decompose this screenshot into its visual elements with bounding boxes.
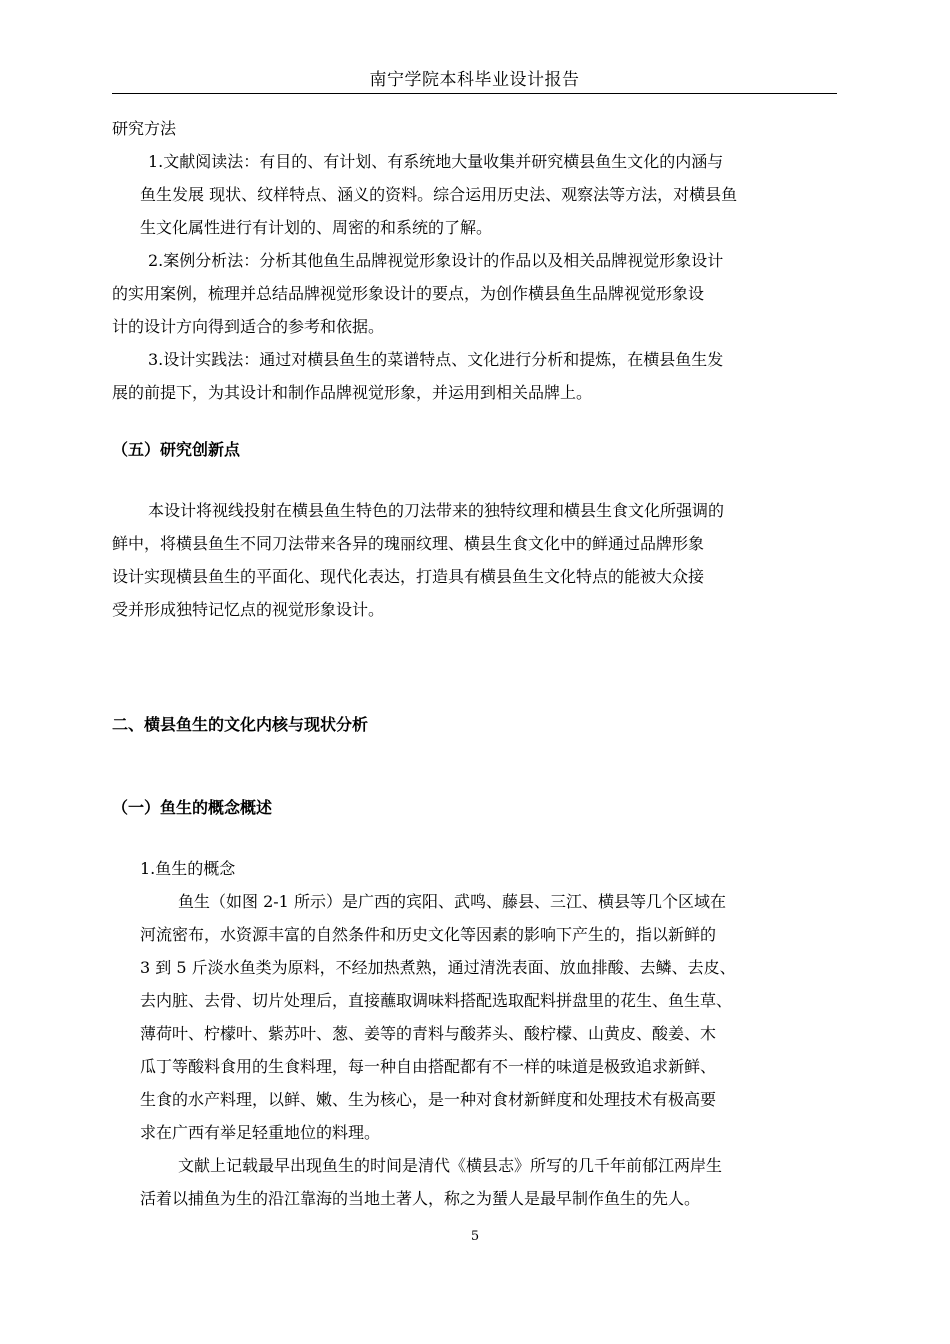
method-1-line-2: 鱼生发展 现状、纹样特点、涵义的资料。综合运用历史法、观察法等方法，对横县鱼	[140, 185, 738, 204]
subsection-1-heading: （一）鱼生的概念概述	[112, 798, 273, 817]
methods-title: 研究方法	[112, 119, 177, 138]
method-2-line-1: 2.案例分析法：分析其他鱼生品牌视觉形象设计的作品以及相关品牌视觉形象设计	[148, 251, 724, 270]
concept-para1-line-7: 生食的水产料理，以鲜、嫩、生为核心，是一种对食材新鲜度和处理技术有极高要	[140, 1090, 717, 1109]
page-number: 5	[470, 1229, 480, 1244]
spacer	[112, 626, 837, 708]
method-1-line-3: 生文化属性进行有计划的、周密的和系统的了解。	[140, 218, 493, 237]
concept-para1-line-1: 鱼生（如图 2-1 所示）是广西的宾阳、武鸣、藤县、三江、横县等几个区域在	[178, 892, 726, 911]
spacer	[112, 409, 837, 433]
concept-para1-line-4: 去内脏、去骨、切片处理后，直接蘸取调味料搭配选取配料拼盘里的花生、鱼生草、	[140, 991, 733, 1010]
innovation-line-1: 本设计将视线投射在横县鱼生特色的刀法带来的独特纹理和横县生食文化所强调的	[148, 501, 725, 520]
innovation-line-2: 鲜中，将横县鱼生不同刀法带来各异的瑰丽纹理、横县生食文化中的鲜通过品牌形象	[112, 534, 705, 553]
concept-para1-line-8: 求在广西有举足轻重地位的料理。	[140, 1123, 381, 1142]
concept-para1-line-6: 瓜丁等酸料食用的生食料理，每一种自由搭配都有不一样的味道是极致追求新鲜、	[140, 1057, 717, 1076]
header-divider	[112, 93, 837, 94]
concept-para2-line-1: 文献上记载最早出现鱼生的时间是清代《横县志》所写的几千年前郁江两岸生	[178, 1156, 723, 1175]
document-body	[112, 112, 837, 1215]
concept-para1-line-2: 河流密布，水资源丰富的自然条件和历史文化等因素的影响下产生的，指以新鲜的	[140, 925, 717, 944]
concept-para1-line-3: 3 到 5 斤淡水鱼类为原料，不经加热煮熟，通过清洗表面、放血排酸、去鳞、去皮、	[140, 958, 736, 977]
page-header-title: 南宁学院本科毕业设计报告	[369, 70, 580, 90]
method-2-line-2: 的实用案例，梳理并总结品牌视觉形象设计的要点，为创作横县鱼生品牌视觉形象设	[112, 284, 705, 303]
method-3-line-2: 展的前提下，为其设计和制作品牌视觉形象，并运用到相关品牌上。	[112, 383, 593, 402]
method-3-line-1: 3.设计实践法：通过对横县鱼生的菜谱特点、文化进行分析和提炼，在横县鱼生发	[148, 350, 724, 369]
innovation-line-3: 设计实现横县鱼生的平面化、现代化表达，打造具有横县鱼生文化特点的能被大众接	[112, 567, 705, 586]
spacer	[112, 824, 837, 852]
concept-item-title: 1.鱼生的概念	[140, 859, 236, 878]
innovation-line-4: 受并形成独特记忆点的视觉形象设计。	[112, 600, 385, 619]
concept-para1-line-5: 薄荷叶、柠檬叶、紫苏叶、葱、姜等的青料与酸荞头、酸柠檬、山黄皮、酸姜、木	[140, 1024, 717, 1043]
spacer	[112, 741, 837, 791]
method-2-line-3: 计的设计方向得到适合的参考和依据。	[112, 317, 385, 336]
chapter-2-heading: 二、横县鱼生的文化内核与现状分析	[112, 715, 369, 734]
concept-para2-line-2: 活着以捕鱼为生的沿江靠海的当地土著人，称之为蜑人是最早制作鱼生的先人。	[140, 1189, 701, 1208]
spacer	[112, 466, 837, 494]
innovation-heading: （五）研究创新点	[112, 440, 241, 459]
method-1-line-1: 1.文献阅读法：有目的、有计划、有系统地大量收集并研究横县鱼生文化的内涵与	[148, 152, 724, 171]
